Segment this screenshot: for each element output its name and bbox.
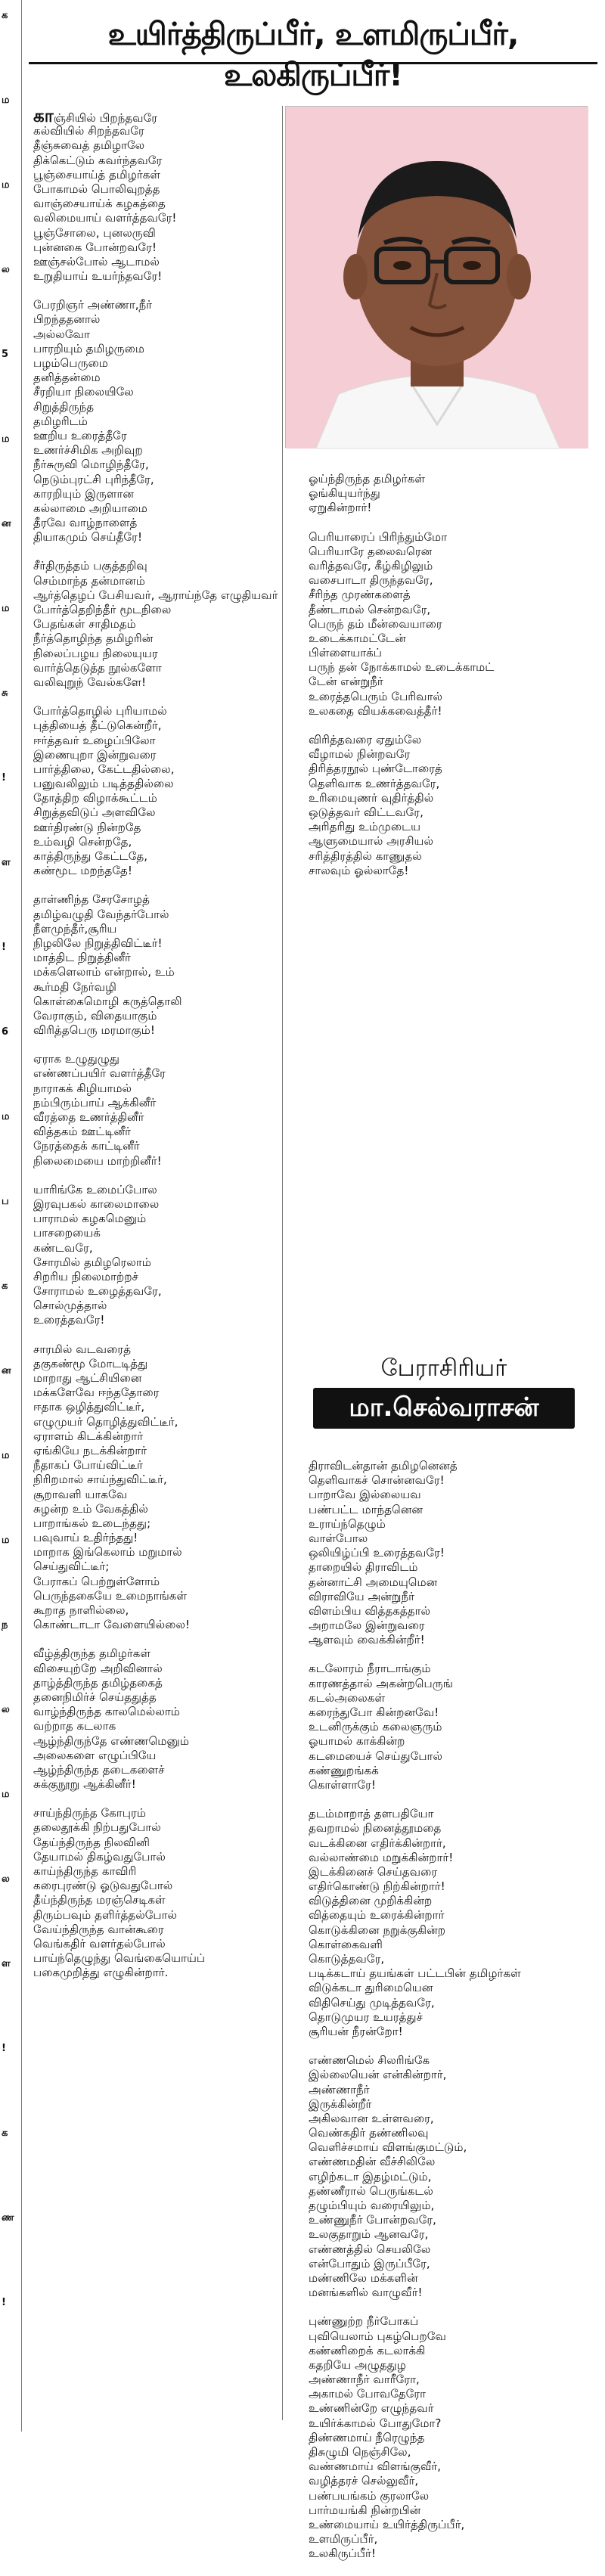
poem-line: சரித்திரத்தில் காணுதல் — [309, 849, 422, 863]
poem-line: நிரிறமால் சாய்ந்துவிட்டீர், — [33, 1473, 167, 1487]
poem-line: உண்மையாய் உயிர்த்திருப்பீர், — [309, 2517, 465, 2531]
stanza — [309, 472, 588, 516]
poem-line: காத்திருந்து கேட்டதே, — [33, 849, 148, 863]
margin-fragment: ம — [2, 603, 10, 614]
poem-line: நெடும்புரட்சி புரிந்தீரே, — [33, 472, 154, 486]
poem-line: பார்மயங்கி நின்றபின் — [309, 2503, 421, 2517]
margin-fragment: ள — [2, 857, 11, 868]
poem-line: தெளிவாகச் சொன்னவரே! — [309, 1473, 445, 1488]
poem-line: இடக்கினைச் செய்தவரை — [309, 1864, 438, 1879]
poem-line: சோராமல் உழைத்தவரே, — [33, 1284, 162, 1299]
poem-line: சீரிந்த முரண்களைத் — [309, 588, 411, 602]
poem-line: உலகதை வியக்கவைத்தீர்! — [309, 703, 442, 718]
poem-line: திரும்பவும் தளிர்த்தல்போல் — [33, 1907, 178, 1922]
poem-line: வார்த்தெடுத்த நூல்களோ — [33, 660, 162, 675]
poem-line: இருக்கின்றீர் — [309, 2096, 372, 2111]
poem-line: பாறாங்கல் உடைந்தது; — [33, 1516, 151, 1530]
poem-line: கொடுத்தவரே, — [309, 1952, 385, 1966]
poem-line: தீரவே வாழ்நாளைத் — [33, 516, 138, 530]
poem-line: ஊறிய உரைத்தீரே — [33, 428, 127, 442]
poem-line: என்போதும் இருப்பீரே, — [309, 2256, 430, 2270]
poem-line: நிலைமையை மாற்றினீர்! — [33, 1153, 162, 1168]
poem-line: எதிர்கொண்டு நிற்கின்றார்! — [309, 1879, 445, 1894]
poem-line: வசைபாடா திருந்தவரே, — [309, 573, 433, 588]
poem-line: ஆழ்ந்திருந்தே எண்ணமெனும் — [33, 1733, 190, 1748]
poem-line: சாலவும் ஓல்லாதே! — [309, 863, 409, 877]
margin-fragment: ம — [2, 1450, 10, 1461]
poem-line: சுழன்ற உம் வேகத்தில் — [33, 1501, 148, 1516]
poem-line: கொள்கைமொழி கருத்தொலி — [33, 994, 182, 1008]
stanza — [33, 892, 277, 1038]
poem-line: நிலைப்பழய நிலையுயர — [33, 646, 158, 660]
poem-line: மாத்திட நிறுத்தினீர் — [33, 951, 131, 965]
poem-line: தேய்ந்திருந்த நிலவினி — [33, 1835, 150, 1849]
poem-line: விராவியே அன்றுநீர் — [309, 1589, 415, 1603]
poem-line: மாறாது ஆட்சியினை — [33, 1371, 142, 1385]
poem-line: போகாமல் பொலிவுறத்த — [33, 182, 160, 196]
poem-line: தாறையில் திராவிடம் — [309, 1560, 418, 1575]
stanza — [33, 1806, 277, 1980]
poem-line: யாரிங்கே உமைப்போல — [33, 1182, 157, 1196]
poem-line: மனங்களில் வாழுவீர்! — [309, 2286, 423, 2300]
poem-line: தலைதூக்கி நிற்பதுபோல் — [33, 1820, 161, 1835]
poem-line: எண்ணமதின் வீச்சிலிலே — [309, 2155, 436, 2169]
stanza — [309, 2314, 588, 2561]
poem-line: கடலோரம் நீராடாங்கும் — [309, 1662, 431, 1676]
poem-line: உரைத்தபெரும் பேரிவால் — [309, 689, 443, 703]
poem-line: பூஞ்சோலை, புனலருவி — [33, 225, 156, 240]
poem-line: ஏங்கியே நடக்கின்றார் — [33, 1443, 147, 1457]
poem-line: கரைபுரண்டு ஓடுவதுபோல் — [33, 1879, 173, 1893]
stanza — [33, 1342, 277, 1633]
poem-line: தீண்டாமல் சென்றவரே, — [309, 602, 431, 616]
poem-line: ஊர்திரண்டு நின்றதே — [33, 820, 141, 834]
poem-line: பூஞ்சையாய்த் தமிழர்கள் — [33, 167, 161, 182]
poem-line: அல்லவோ — [33, 327, 90, 341]
poem-line: வரித்தவரே, கீழ்கிழிலும் — [309, 558, 433, 573]
poem-line: கூறாத நாளில்லை, — [33, 1603, 129, 1617]
poem-line: பகைமுறித்து எழுகின்றார். — [33, 1966, 169, 1980]
poem-line: தண்ணீரால் பெருங்கடல் — [309, 2183, 433, 2198]
margin-fragment: ல — [2, 264, 10, 275]
poem-line: காரணத்தால் அகன்றபெருங் — [309, 1676, 453, 1690]
poem-line: இணையுறா இன்றுவரை — [33, 747, 157, 762]
poem-line: பாசறையைக் — [33, 1226, 101, 1240]
poem-line: வாள்போல — [309, 1531, 368, 1545]
poem-line: புவியெலாம் புகழ்பெறவே — [309, 2329, 446, 2343]
poem-line: வீழாமல் நின்றவரே — [309, 747, 411, 762]
author-role: பேராசிரியர் — [380, 1355, 507, 1382]
margin-fragment: ல — [2, 1873, 10, 1885]
poem-line: கண்ணிறைக் கடலாக்கி — [309, 2343, 426, 2357]
poem-line: மக்களேவே ஈந்ததோரை — [33, 1386, 160, 1400]
poem-line: ஒலியிழ்ப்பி உரைத்தவரே! — [309, 1546, 445, 1560]
margin-fragment: ம — [2, 1789, 10, 1800]
poem-line: எழிற்கடா இதழ்மட்டும், — [309, 2169, 432, 2183]
poem-line: கடமையைச் செய்துபோல் — [309, 1749, 442, 1763]
poem-line: எழுமுயர் தொழித்துவிட்டீர், — [33, 1414, 178, 1429]
poem-line: சொல்முத்தால் — [33, 1299, 107, 1313]
poem-line: அலைகளை எழுப்பியே — [33, 1748, 157, 1762]
poem-line: வெங்கதிர் வளர்தல்போல் — [33, 1936, 166, 1951]
poem-line: காய்ந்திருந்த காவிரி — [33, 1864, 137, 1878]
poem-line: அகாமல் போவதேரோ — [309, 2387, 427, 2401]
poem-line: சுக்குநூறு ஆக்கினீர்! — [33, 1777, 136, 1792]
poem-line: உண்ணுநீர் போன்றவரே, — [309, 2213, 436, 2227]
poem-line: உயிர்க்காமல் போதுமோ? — [309, 2416, 442, 2430]
poem-line: உறுதியாய் உயர்ந்தவரே! — [33, 269, 163, 284]
poem-line: ஏராக உழுதுழுது — [33, 1052, 120, 1066]
poem-line: நீதாகப் போய்விட்டீர் — [33, 1458, 143, 1473]
poem-line: விரித்தவரை ஏதும்லே — [309, 733, 422, 746]
poem-line: ஒடுத்தவர் விட்டவரே, — [309, 805, 424, 819]
poem-line: தகுகண்மூ மோடடித்து — [33, 1356, 148, 1370]
poem-line: நாராகக் கிழியாமல் — [33, 1081, 132, 1095]
poem-line: போர்த்தொழில் புரியாமல் — [33, 704, 167, 718]
poem-line: மண்ணிலே மக்களின் — [309, 2270, 418, 2285]
poem-line: ஊஞ்சல்போல் ஆடாமல் — [33, 254, 160, 268]
poem-line: எண்ணப்பயிர் வளர்த்தீரே — [33, 1066, 166, 1081]
poem-line: உரைத்தவரே! — [33, 1313, 105, 1327]
poem-left-column — [33, 107, 278, 1995]
poem-line: தாள்ணிந்த சேரசோழத் — [33, 892, 150, 907]
poem-line: விளம்பிய வித்தகத்தால் — [309, 1603, 431, 1618]
poem-line: போர்த்தெறிந்தீர் மூடநிலை — [33, 603, 172, 616]
poem-line: கண்டவரே, — [33, 1240, 93, 1255]
poem-line: தடம்மாறாத் தளபதியோ — [309, 1807, 434, 1821]
poem-line: ஆளவும் வைக்கின்றீர்! — [309, 1633, 425, 1647]
poem-line: வேய்ந்திருந்த வான்கூரை — [33, 1922, 164, 1936]
poem-line: வீழ்த்திருந்த தமிழர்கள் — [33, 1646, 151, 1661]
poem-line: மக்களெலாம் என்றால், உம் — [33, 965, 175, 979]
poem-line: கொண்டாடா வேளையில்லை! — [33, 1618, 191, 1632]
poem-line: பாறாவே இல்லையவ — [309, 1488, 421, 1502]
poem-line: எண்ணத்தில் செயலிலே — [309, 2242, 431, 2256]
poem-line: தமிழ்வழுதி வேந்தர்போல் — [33, 907, 169, 921]
poem-line: உலகுதாறும் ஆனவரே, — [309, 2227, 429, 2242]
margin-fragment: 6 — [2, 1026, 9, 1038]
poem-line: ஆர்த்தெழப் பேசியவர், ஆராய்ந்தே எழுதியவர் — [33, 588, 278, 602]
poem-line: பண்பட்ட மாந்தனென — [309, 1502, 424, 1516]
previous-column-strip — [0, 0, 22, 2432]
margin-fragment: ப — [2, 1196, 9, 1207]
margin-fragment: ! — [2, 772, 6, 784]
poem-line: கல்லாமை அறியாமை — [33, 501, 147, 515]
poem-line: புண்ணுற்ற நீர்போகப் — [309, 2314, 419, 2329]
poem-line: தியாகமும் செய்தீரே! — [33, 530, 142, 545]
poem-line: காரறியும் இருளான — [33, 486, 135, 501]
stanza — [33, 1183, 277, 1328]
poem-line: நீர்சுருவி மொழிந்தீரே, — [33, 458, 149, 472]
poem-line: தீஞ்சுவைத் தமிழாலே — [33, 138, 145, 153]
poem-line: உரிமையுணர் வுதிர்த்தில் — [309, 790, 434, 805]
poem-line: சோரமில் தமிழரெலாம் — [33, 1255, 151, 1269]
poem-line: உளமிருப்பீர், — [309, 2532, 378, 2547]
poem-line: டேன் என்றுநீர் — [309, 675, 383, 689]
stanza — [309, 1459, 588, 1647]
poem-line: கொள்கைவளி — [309, 1937, 383, 1951]
poem-line: பண்பயங்கம் குரலாலே — [309, 2488, 430, 2503]
stanza — [33, 298, 277, 545]
stanza — [309, 1807, 588, 2039]
poem-line: பாய்ந்தெழுந்து வெங்கையொய்ப் — [33, 1951, 206, 1966]
poem-line: விரித்தபெரு மரமாகும்! — [33, 1023, 155, 1038]
poem-line: நிழலிலே நிறுத்திவிட்டீர்! — [33, 936, 163, 950]
author-name-bar — [313, 1388, 575, 1429]
poem-line: கொள்ளாரே! — [309, 1777, 376, 1792]
poem-line: பிள்ளையாக்ப் — [309, 646, 383, 660]
poem-line: தாழ்த்திருந்த தமிழ்தகைத் — [33, 1675, 163, 1690]
poem-line: திண்ணமாய் நீரெழுந்த — [309, 2430, 425, 2444]
stanza — [309, 530, 588, 718]
poem-line: உம்வழி சென்றதே, — [33, 834, 132, 849]
poem-line: வாழ்ந்திருந்த காலமெல்லாம் — [33, 1705, 180, 1719]
portrait-illustration — [286, 107, 588, 448]
author-box — [283, 1344, 605, 1432]
poem-line: தமிழரிடம் — [33, 414, 88, 428]
poem-line: கல்வியில் சிறந்தவரே — [33, 124, 144, 138]
stanza — [33, 1052, 277, 1169]
headline-box — [29, 6, 597, 93]
poem-line: நீர்த்தொழிந்த தமிழரின் — [33, 632, 154, 646]
poem-line: வாஞ்சையாய்க் கழகத்தை — [33, 197, 166, 211]
poem-line: தழும்பியும் வரையிலும், — [309, 2199, 435, 2212]
margin-fragment: ம — [2, 433, 10, 445]
poem-line: பேரறிஞர் அண்ணா,நீர் — [33, 298, 153, 312]
margin-fragment: க — [2, 2128, 8, 2139]
poem-line: திரித்தரநூல் புண்டோரைத் — [309, 762, 442, 776]
margin-fragment: க — [2, 10, 8, 21]
poem-line: ஈர்த்தவர் உழைப்பிலோ — [33, 733, 156, 747]
poem-line: உராய்ந்தெழும் — [309, 1516, 386, 1531]
poem-line: திக்கெட்டும் கவர்ந்தவரே — [33, 153, 163, 167]
headline: உயிர்த்திருப்பீர், உளமிருப்பீர், உலகிருப்பீர்! — [107, 16, 519, 93]
column-divider — [282, 106, 283, 2420]
poem-line: வல்லாண்மை மறுக்கின்றார்! — [309, 1850, 454, 1864]
poem-line: தெளிவாக உணர்த்தவரே, — [309, 776, 440, 790]
poem-line: பவுவாய் உதிர்ந்தது! — [33, 1531, 138, 1545]
margin-fragment: ! — [2, 942, 6, 953]
poem-line: பழம்பெருமை — [33, 356, 108, 370]
margin-fragment: ! — [2, 2043, 6, 2054]
poem-line: பாராமல் கழகமெனும் — [33, 1212, 147, 1226]
poem-line: புத்தியைத் தீட்டுகென்றீர், — [33, 718, 162, 733]
poem-line: பருந் தன் நோக்காமல் உடைக்காமட் — [309, 660, 495, 675]
stanza — [33, 559, 277, 690]
stanza — [33, 1646, 277, 1792]
poem-line: அண்ணாநீர் வாரீரோ, — [309, 2373, 420, 2387]
poem-line: மாறாக இங்கெலாம் மறுமால் — [33, 1545, 182, 1560]
poem-line: பாரறியும் தமிழருமை — [33, 341, 145, 355]
author-name: மா.செல்வராசன் — [349, 1392, 539, 1423]
portrait-photo — [285, 106, 588, 448]
poem-line: புன்னகை போன்றவரே! — [33, 240, 157, 254]
margin-fragment: ந — [2, 1619, 8, 1631]
stanza — [309, 1662, 588, 1792]
margin-fragment: ள — [2, 1958, 11, 1969]
poem-line: சிறுத்தவிடுப் அளவிலே — [33, 805, 156, 820]
poem-line: வீரத்தை உணர்த்தினீர் — [33, 1110, 144, 1124]
poem-line: வடக்கினை எதிர்க்கின்றார், — [309, 1836, 446, 1850]
poem-line: தீய்ந்திருந்த மரஞ்செடிகள் — [33, 1893, 166, 1907]
margin-fragment: க — [2, 1280, 8, 1292]
margin-fragment: சு — [2, 687, 8, 699]
margin-fragment: ! — [2, 2297, 6, 2308]
poem-line: பேதங்கள் சாதிமதம் — [33, 617, 136, 632]
margin-fragment: ம — [2, 179, 10, 191]
poem-line: ஆழ்ந்திருந்த தடைகளைச் — [33, 1762, 165, 1777]
poem-line: நீளமுந்தீர்,சூரிய — [33, 921, 117, 936]
poem-line: நேரத்தைக் காட்டினீர் — [33, 1139, 140, 1153]
poem-line: பெருந்தகையே உமைநாங்கள் — [33, 1588, 188, 1603]
poem-line: உடைக்காமட்டேன் — [309, 631, 406, 645]
poem-line: கூர்மதி நேர்வழி — [33, 979, 116, 994]
poem-line: இல்லையென் என்கின்றார், — [309, 2068, 447, 2082]
poem-line: சாரமில் வடவரைத் — [33, 1342, 132, 1356]
poem-line: உண்ணின்றே எழுந்தவர் — [309, 2401, 434, 2416]
poem-line: பார்த்திலை, கேட்டதில்லை, — [33, 762, 175, 776]
margin-fragment: 5 — [2, 349, 9, 360]
poem-line: ஓய்ந்திருந்த தமிழர்கள் — [309, 472, 425, 486]
margin-fragment: ல — [2, 1704, 10, 1715]
poem-line: வெண்கதிர் தண்ணிலவு — [309, 2126, 429, 2140]
poem-line: பெரியாரைப் பிரிந்தும்மோ — [309, 529, 448, 544]
poem-line: எண்ணமெல் சிலரிங்கே — [309, 2053, 430, 2068]
poem-line: தேயாமல் திகழ்வதுபோல் — [33, 1849, 166, 1864]
stanza — [309, 733, 588, 878]
drop-initial: கா — [33, 107, 54, 126]
poem-line: ஓயாமல் காக்கின்ற — [309, 1734, 405, 1749]
poem-line: சீரறியா நிலையிலே — [33, 385, 134, 399]
poem-line: உடனிருக்கும் கலைஞரும் — [309, 1720, 442, 1734]
poem-line: கடல்அலைகள் — [309, 1690, 386, 1705]
stanza — [33, 704, 277, 878]
poem-line: சிறரிய நிலைமாற்றச் — [33, 1269, 138, 1283]
margin-fragment: ண — [2, 2212, 14, 2224]
poem-line: வலிவுறுந் வேல்களே! — [33, 675, 147, 689]
margin-fragment: ம — [2, 95, 10, 106]
poem-line: தனித்தன்மை — [33, 371, 101, 385]
poem-line: ஓங்கியுயர்ந்து — [309, 486, 380, 501]
poem-line: வித்தையும் உரைக்கின்றார் — [309, 1908, 445, 1923]
poem-line: பனுவலிலும் படித்ததில்லை — [33, 777, 174, 791]
poem-line: உணர்ச்சிமிக அறிவுற — [33, 443, 143, 458]
poem-line: தனைநிமிர்ச் செய்ததுத்த — [33, 1690, 157, 1704]
poem-right-top-column — [309, 472, 588, 892]
poem-line: ஆளுமையால் அரசியல் — [309, 834, 434, 849]
poem-line: கதறியே அழுததுழ — [309, 2357, 406, 2372]
poem-line: சூறாவளி யாகவே — [33, 1487, 128, 1501]
poem-line: விதிசெய்து முடித்தவரே, — [309, 1995, 435, 2010]
poem-line: அகிலவான உள்ளவரை, — [309, 2111, 434, 2125]
poem-line: கரைந்துபோ கின்றனவே! — [309, 1705, 439, 1719]
poem-line: ஏறுகின்றார்! — [309, 501, 372, 515]
poem-line: விசையுற்றே அறிவினால் — [33, 1661, 163, 1675]
poem-line: வற்றாத கடலாக — [33, 1719, 116, 1733]
poem-line: ஈதாக ஒழித்துவிட்டீர், — [33, 1400, 145, 1414]
poem-line: சூரியன் நீரன்றோ! — [309, 2024, 403, 2038]
poem-line: நம்பிரும்பாய் ஆக்கினீர் — [33, 1095, 157, 1110]
poem-line: சீர்திருத்தம் பகுத்தறிவு — [33, 559, 147, 573]
poem-line: பேராகப் பெற்றுள்ளோம் — [33, 1574, 160, 1588]
poem-line: செய்துவிட்டீர்; — [33, 1560, 110, 1574]
poem-line: தோத்திற விழாக்கூட்டம் — [33, 791, 157, 805]
poem-line: வித்தகம் ஊட்டினீர் — [33, 1125, 131, 1139]
margin-fragment: ன — [2, 518, 11, 529]
poem-line: பெரியாரே தலைவரென — [309, 544, 433, 558]
poem-line: அண்ணாநீர் — [309, 2082, 370, 2096]
poem-line: வேராகும், விதையாகும் — [33, 1008, 157, 1023]
poem-line: ஏராளம் கிடக்கின்றார் — [33, 1429, 144, 1443]
poem-line: சிறுத்திருந்த — [33, 399, 95, 414]
margin-fragment: ன — [2, 1365, 11, 1376]
poem-line: பெருந் தம் மீன்வையாரை — [309, 616, 442, 631]
poem-line: படிக்கடாய் தயங்கள் பட்டபின் தமிழர்கள் — [309, 1966, 521, 1981]
poem-line: காஞ்சியில் பிறந்தவரே — [33, 107, 158, 126]
poem-line: தவறாமல் நினைத்தூமதை — [309, 1821, 442, 1836]
poem-line: அரிதரிது உம்முடைய — [309, 820, 421, 834]
poem-line: உலகிருப்பீர்! — [309, 2547, 376, 2561]
poem-line: வண்ணமாய் விளங்குவீர், — [309, 2460, 442, 2474]
poem-line: சாய்ந்திருந்த கோபுரம் — [33, 1806, 146, 1820]
poem-line: கொடுக்கினை நறுக்குகின்ற — [309, 1923, 446, 1937]
poem-line: பிறந்ததனால் — [33, 312, 101, 327]
poem-line: வலிமையாய் வளர்த்தவரே! — [33, 211, 177, 225]
stanza — [309, 2053, 588, 2300]
poem-line: இரவுபகல் காலைமாலை — [33, 1196, 160, 1211]
poem-line: தன்னாட்சி அமையுமென — [309, 1575, 438, 1589]
poem-line: கண்மூட மறந்ததே! — [33, 864, 132, 878]
poem-line: செம்மாந்த தன்மானம் — [33, 573, 145, 588]
poem-line: கண்ணுறங்கக் — [309, 1763, 379, 1777]
poem-line: திசுழுமி நெஞ்சிலே, — [309, 2445, 411, 2459]
stanza — [33, 107, 277, 284]
margin-fragment: ம — [2, 1111, 10, 1122]
poem-line: விடுக்கடா துரிமையென — [309, 1981, 433, 1995]
poem-line: விடுத்தினை முறிக்கின்ற — [309, 1894, 433, 1908]
margin-fragment: ம — [2, 1535, 10, 1546]
poem-line: அறாமலே இன்றுவரை — [309, 1619, 425, 1633]
poem-line: வெளிச்சமாய் விளங்குமட்டும், — [309, 2140, 467, 2155]
poem-line: வழித்தரச் செல்லுவீர், — [309, 2474, 419, 2488]
poem-line: திராவிடன்தான் தமிழனெனத் — [309, 1459, 458, 1473]
poem-line: தொடுமுயர உயரத்துச் — [309, 2010, 423, 2024]
poem-right-bottom-column — [309, 1459, 588, 2576]
